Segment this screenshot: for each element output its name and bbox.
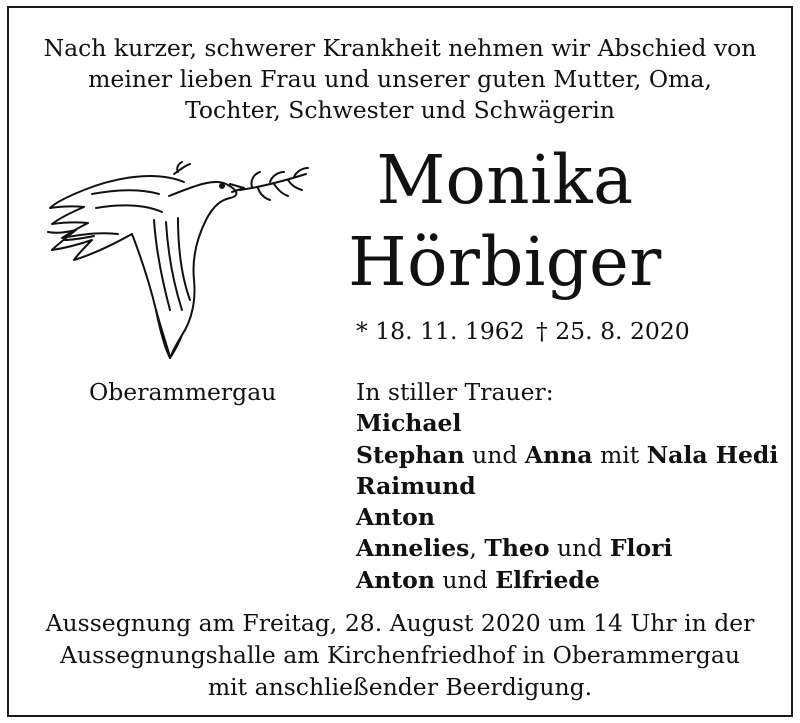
mourner-line — [356, 565, 778, 596]
mourner-name: Flori — [609, 534, 673, 563]
connector-text: und — [549, 534, 610, 563]
death-date: † 25. 8. 2020 — [536, 317, 690, 345]
mourner-name: Anna — [524, 440, 593, 469]
dove-icon — [44, 160, 314, 360]
funeral-line: Aussegnungshalle am Kirchenfriedhof in Oberammergau — [60, 641, 740, 669]
mourner-name: Nala Hedi — [646, 440, 779, 469]
deceased-first-name: Monika — [376, 141, 634, 219]
intro-line: Nach kurzer, schwerer Krankheit nehmen wir Abschied von — [43, 34, 757, 62]
deceased-last-name: Hörbiger — [348, 223, 662, 301]
mourners-list — [356, 377, 778, 596]
connector-text: mit — [592, 440, 647, 469]
mourner-line — [356, 533, 778, 564]
mourner-name: Theo — [484, 534, 550, 563]
mourner-name: Anton — [356, 503, 435, 532]
intro-line: Tochter, Schwester und Schwägerin — [185, 96, 615, 124]
birth-date: * 18. 11. 1962 — [356, 317, 525, 345]
mourner-line — [356, 408, 778, 439]
mourner-name: Michael — [356, 409, 462, 438]
funeral-line: Aussegnung am Freitag, 28. August 2020 um 14 Uhr in der — [45, 609, 755, 637]
mourner-line — [356, 502, 778, 533]
mourner-line — [356, 471, 778, 502]
connector-text: und — [434, 565, 496, 594]
connector-text: und — [464, 440, 525, 469]
funeral-line: mit anschließender Beerdigung. — [207, 673, 593, 701]
intro-text — [0, 33, 800, 126]
intro-line: meiner lieben Frau und unserer guten Mutter, Oma, — [88, 65, 712, 93]
mourner-name: Anton — [356, 565, 435, 594]
mourner-name: Raimund — [356, 471, 476, 500]
mourner-name: Elfriede — [495, 565, 600, 594]
mourner-line — [356, 440, 778, 471]
mourners-heading: In stiller Trauer: — [356, 378, 554, 406]
mourner-name: Annelies — [356, 534, 470, 563]
connector-text: , — [469, 534, 485, 563]
funeral-details — [0, 607, 800, 703]
mourner-name: Stephan — [356, 440, 465, 469]
place-name: Oberammergau — [89, 378, 277, 406]
